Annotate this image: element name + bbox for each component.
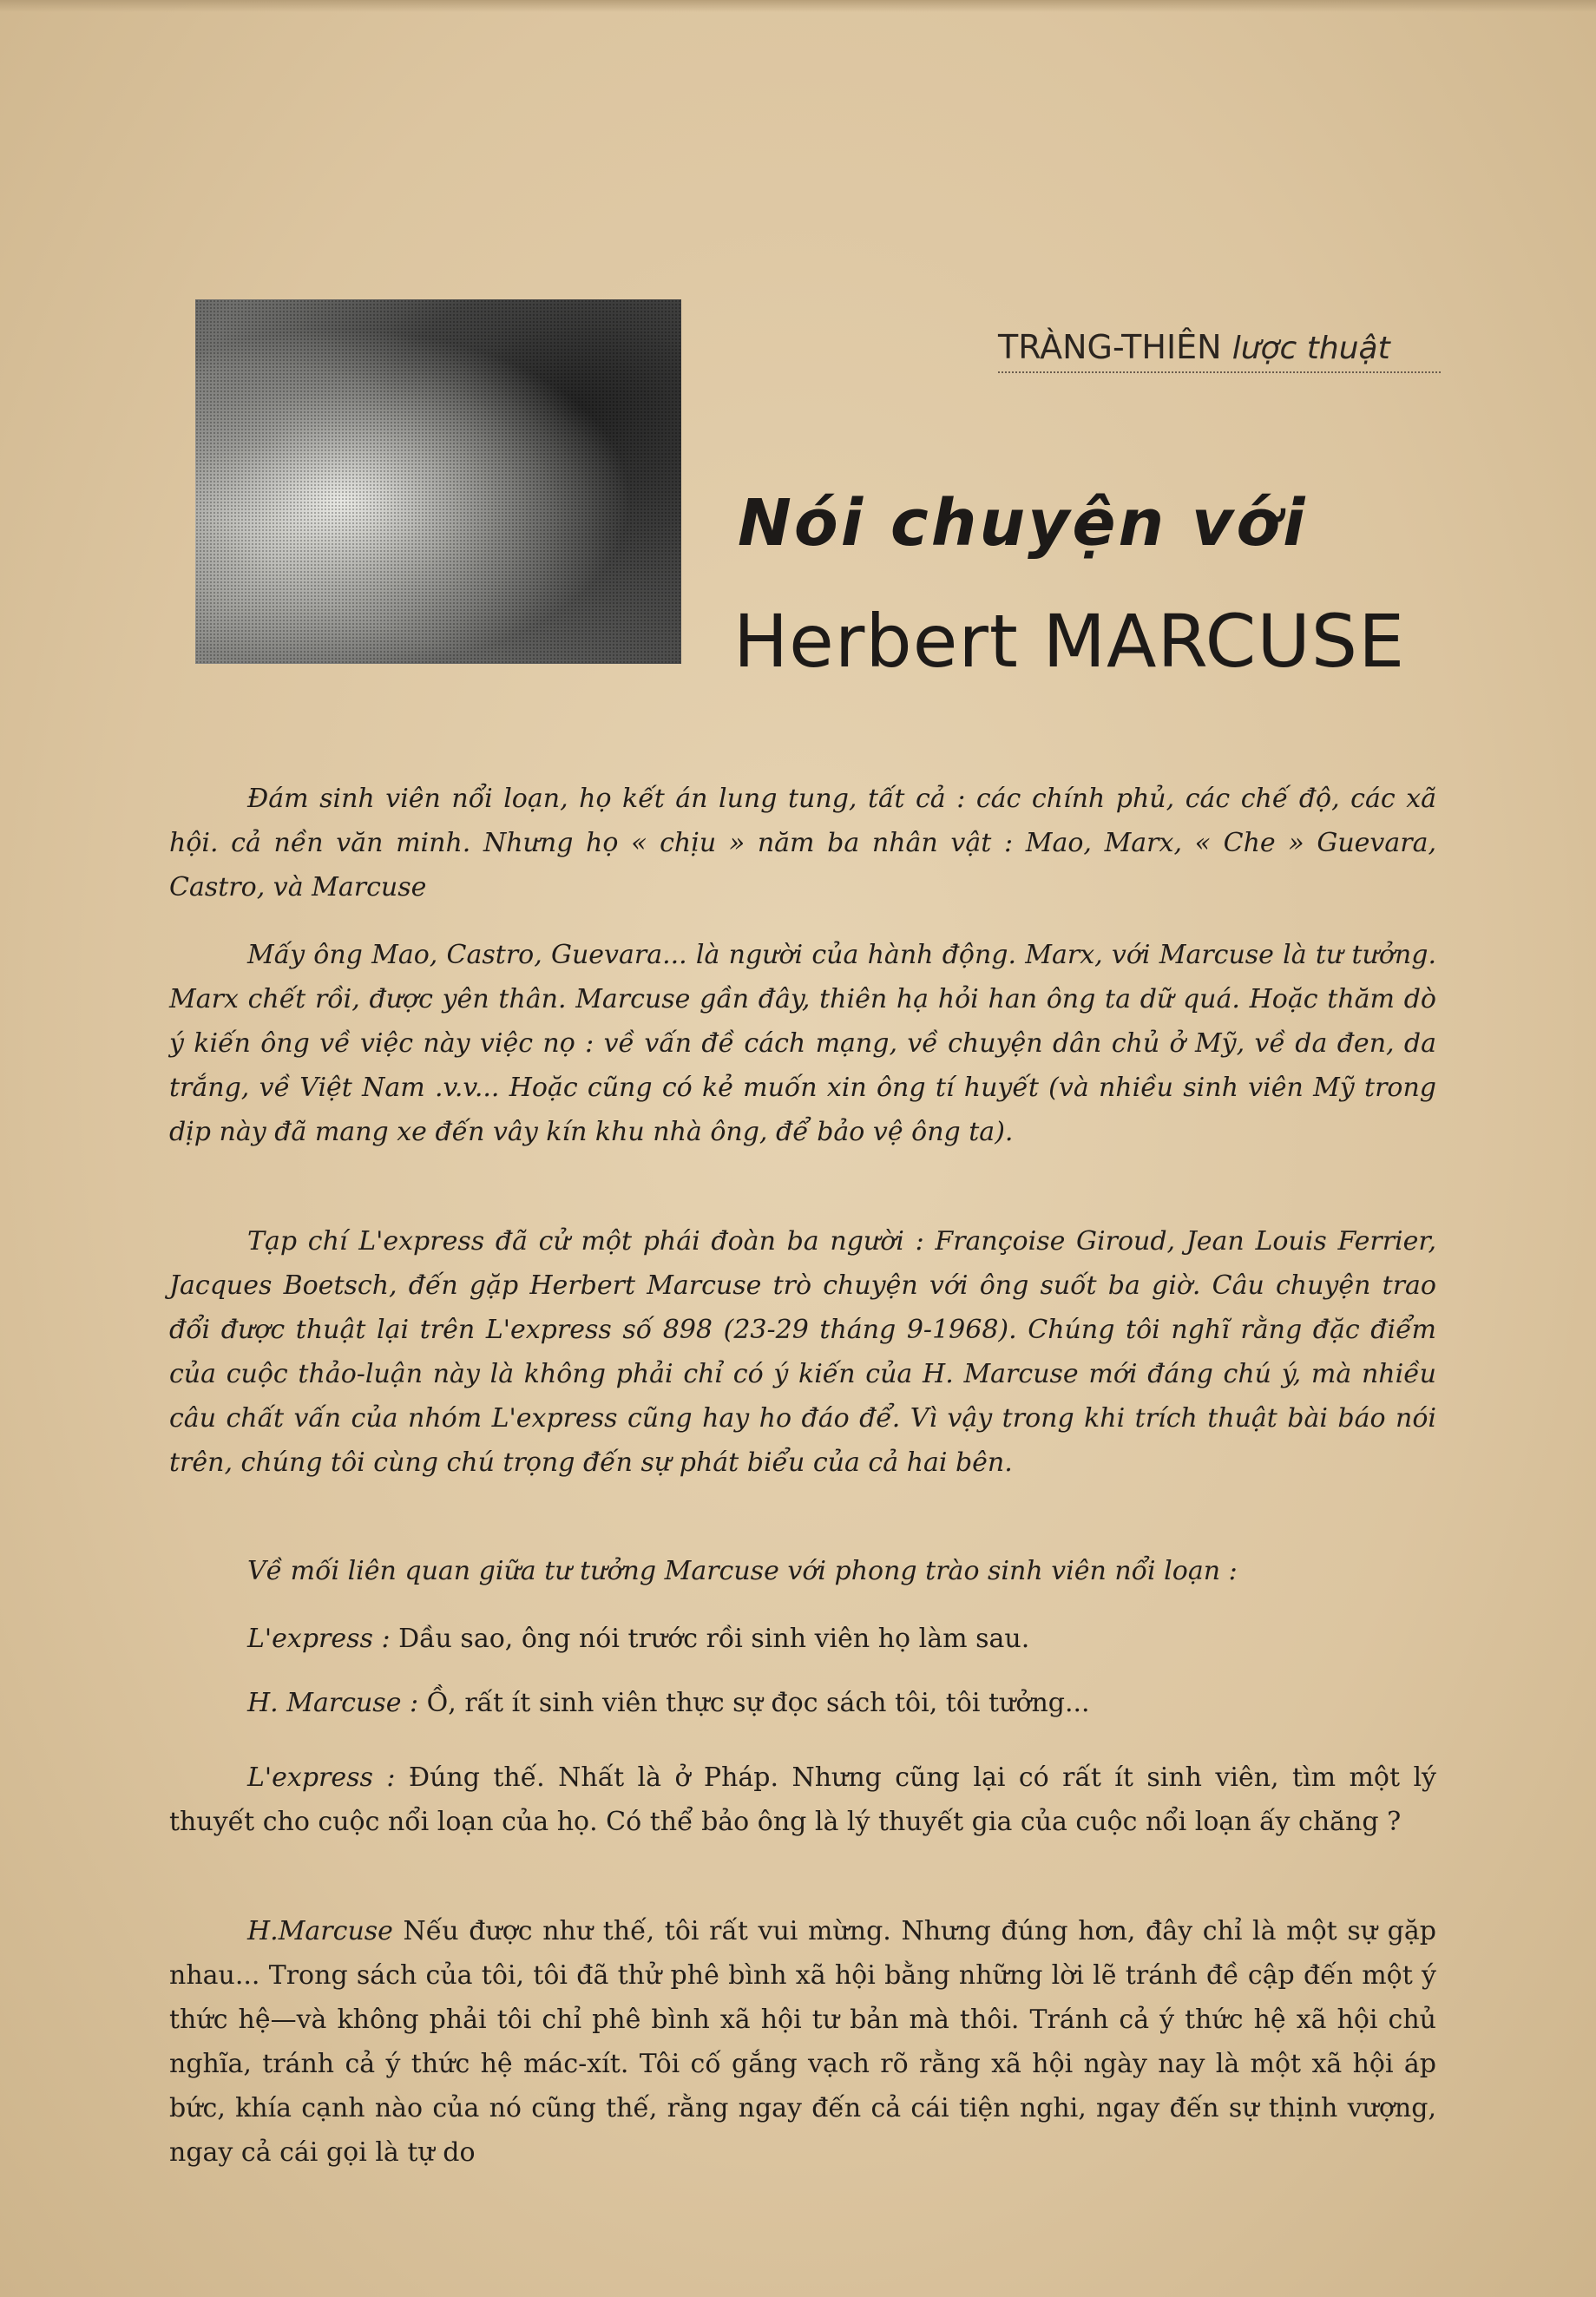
byline [998,328,1441,373]
question-2 [169,1756,1436,1844]
speaker-marcuse: H. Marcuse : [247,1688,419,1718]
question-1-text: Dầu sao, ông nói trước rồi sinh viên họ làm sau. [398,1624,1030,1654]
page-edge-shadow [0,0,1596,12]
answer-1-text: Ồ, rất ít sinh viên thực sự đọc sách tôi, tôi tưởng... [426,1688,1090,1718]
portrait-photo [195,299,681,664]
speaker-marcuse: H.Marcuse [247,1916,393,1946]
paragraph-2: Mấy ông Mao, Castro, Guevara... là người của hành động. Marx, với Marcuse là tư tưởng. Marx chết rồi, được yên thân. Marcuse gần đây, thiên hạ hỏi han ông ta dữ quá. Hoặc thăm dò ý kiến ông về việc này việc nọ : về vấn đề cách mạng, về chuyện dân chủ ở Mỹ, về da đen, da trắng, về Việt Nam .v.v... Hoặc cũng có kẻ muốn xin ông tí huyết (và nhiều sinh viên Mỹ trong dịp này đã mang xe đến vây kín khu nhà ông, để bảo vệ ông ta). [169,940,1436,1147]
answer-2-text: Nếu được như thế, tôi rất vui mừng. Nhưng đúng hơn, đây chỉ là một sự gặp nhau... Trong sách của tôi, tôi đã thử phê bình xã hội bằng những lời lẽ tránh đề cập đến một ý thức hệ—và không phải tôi chỉ phê bình xã hội tư bản mà thôi. Tránh cả ý thức hệ xã hội chủ nghĩa, tránh cả ý thức hệ mác-xít. Tôi cố gắng vạch rõ rằng xã hội ngày nay là một xã hội áp bức, khía cạnh nào của nó cũng thế, rằng ngay đến cả cái tiện nghi, ngay đến sự thịnh vượng, ngay cả cái gọi là tự do [169,1916,1436,2168]
answer-2 [169,1909,1436,2175]
question-2-text: Đúng thế. Nhất là ở Pháp. Nhưng cũng lại có rất ít sinh viên, tìm một lý thuyết cho cuộc nổi loạn của họ. Có thể bảo ông là lý thuyết gia của cuộc nổi loạn ấy chăng ? [169,1762,1436,1837]
paragraph-3: Tạp chí L'express đã cử một phái đoàn ba người : Françoise Giroud, Jean Louis Ferrier, Jacques Boetsch, đến gặp Herbert Marcuse trò chuyện với ông suốt ba giờ. Câu chuyện trao đổi được thuật lại trên L'express số 898 (23-29 tháng 9-1968). Chúng tôi nghĩ rằng đặc điểm của cuộc thảo-luận này là không phải chỉ có ý kiến của H. Marcuse mới đáng chú ý, mà nhiều câu chất vấn của nhóm L'express cũng hay ho đáo để. Vì vậy trong khi trích thuật bài báo nói trên, chúng tôi cùng chú trọng đến sự phát biểu của cả hai bên. [169,1226,1436,1478]
question-1 [169,1617,1436,1661]
author-name: TRÀNG-THIÊN [998,328,1222,366]
article-title-line1: Nói chuyện với [738,486,1308,561]
speaker-lexpress: L'express : [247,1762,396,1793]
intro-paragraph: Đám sinh viên nổi loạn, họ kết án lung tung, tất cả : các chính phủ, các chế độ, các xã hội. cả nền văn minh. Nhưng họ « chịu » năm ba nhân vật : Mao, Marx, « Che » Guevara, Castro, và Marcuse [169,784,1436,902]
answer-1 [169,1681,1436,1725]
speaker-lexpress: L'express : [247,1624,391,1654]
section-heading: Về mối liên quan giữa tư tưởng Marcuse với phong trào sinh viên nổi loạn : [247,1556,1238,1586]
author-role: lược thuật [1231,331,1390,366]
article-title-line2: Herbert MARCUSE [733,599,1406,684]
